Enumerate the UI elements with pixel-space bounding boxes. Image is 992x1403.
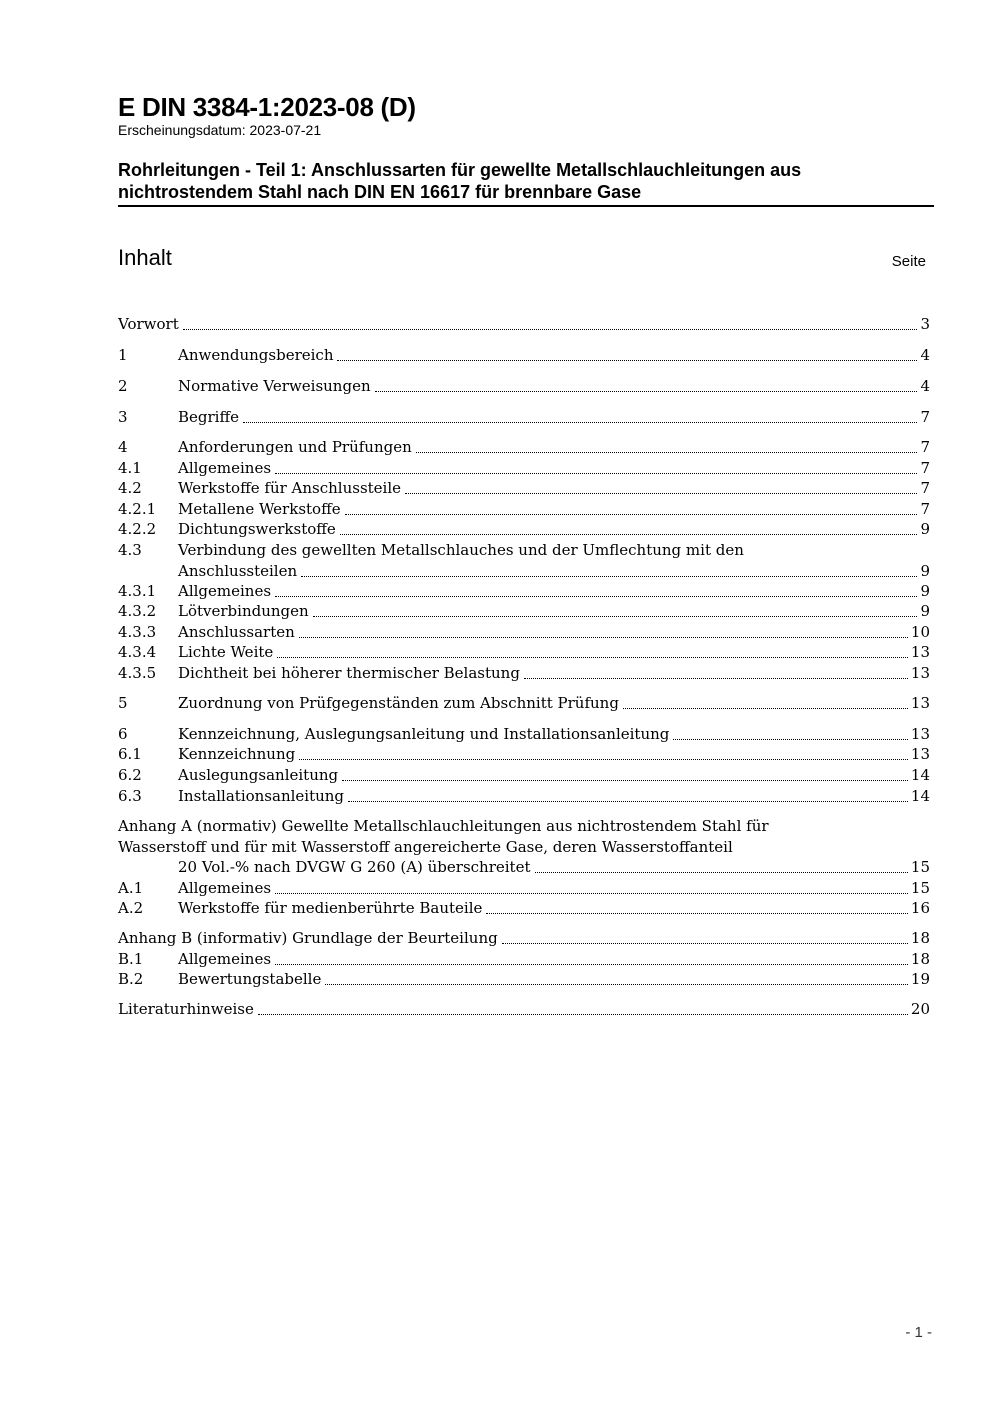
- toc-entry-page: 20: [910, 1000, 930, 1018]
- toc-leader-dots: [342, 780, 908, 781]
- toc-entry-page: 9: [920, 520, 930, 538]
- toc-entry[interactable]: [118, 519, 930, 539]
- toc-entry-page: 9: [920, 562, 930, 580]
- toc-entry-text: Lötverbindungen: [178, 602, 309, 620]
- toc-entry-page: 7: [920, 408, 930, 426]
- toc-entry-text: Anforderungen und Prüfungen: [178, 438, 412, 456]
- toc-entry-page: 4: [920, 377, 930, 395]
- toc-entry-number: 4.3.5: [118, 664, 157, 682]
- toc-leader-dots: [502, 943, 908, 944]
- toc-entry[interactable]: [118, 601, 930, 621]
- toc-entry-page: 13: [910, 664, 930, 682]
- toc-entry[interactable]: [118, 642, 930, 662]
- toc-entry-text: Normative Verweisungen: [178, 377, 371, 395]
- toc-leader-dots: [337, 360, 917, 361]
- page-number: - 1 -: [905, 1324, 932, 1341]
- toc-entry-page: 7: [920, 500, 930, 518]
- toc-entry[interactable]: [118, 999, 930, 1019]
- toc-entry-text: Vorwort: [118, 315, 179, 333]
- toc-entry-number: 1: [118, 346, 128, 364]
- toc-entry-text: Literaturhinweise: [118, 1000, 254, 1018]
- toc-entry-text: Installationsanleitung: [178, 787, 345, 805]
- toc-entry[interactable]: [118, 816, 930, 836]
- toc-entry-text: Allgemeines: [178, 459, 272, 477]
- toc-entry-text: Allgemeines: [178, 582, 272, 600]
- toc-entry[interactable]: [118, 786, 930, 806]
- toc-entry-text: Anschlussteilen: [178, 562, 298, 580]
- toc-leader-dots: [486, 913, 908, 914]
- toc-leader-dots: [623, 708, 908, 709]
- toc-entry[interactable]: [118, 540, 930, 560]
- toc-entry-text: Anschlussarten: [178, 623, 295, 641]
- toc-entry[interactable]: [118, 314, 930, 334]
- toc-entry-text: Werkstoffe für medienberührte Bauteile: [178, 899, 483, 917]
- toc-entry[interactable]: [118, 744, 930, 764]
- toc-leader-dots: [325, 984, 908, 985]
- toc-entry-text: Anwendungsbereich: [178, 346, 334, 364]
- page-column-label: Seite: [891, 253, 926, 270]
- toc-entry-page: 15: [910, 858, 930, 876]
- toc-leader-dots: [405, 493, 917, 494]
- toc-leader-dots: [275, 893, 908, 894]
- toc-entry-page: 18: [910, 950, 930, 968]
- toc-entry[interactable]: [118, 765, 930, 785]
- toc-entry-number: B.1: [118, 950, 144, 968]
- toc-entry-number: 6.1: [118, 745, 142, 763]
- contents-heading: Inhalt: [118, 245, 172, 270]
- toc-leader-dots: [348, 801, 908, 802]
- toc-entry[interactable]: [118, 437, 930, 457]
- toc-entry[interactable]: [118, 622, 930, 642]
- toc-entry-text: Dichtheit bei höherer thermischer Belastung: [178, 664, 520, 682]
- toc-entry[interactable]: [118, 949, 930, 969]
- toc-entry-text: Kennzeichnung: [178, 745, 296, 763]
- toc-entry-number: 4.2: [118, 479, 142, 497]
- toc-entry[interactable]: [118, 345, 930, 365]
- toc-leader-dots: [299, 637, 908, 638]
- toc-entry[interactable]: [118, 663, 930, 683]
- toc-entry-text: Allgemeines: [178, 950, 272, 968]
- toc-entry-text: Werkstoffe für Anschlussteile: [178, 479, 402, 497]
- toc-entry-number: 4.2.2: [118, 520, 157, 538]
- toc-leader-dots: [258, 1014, 908, 1015]
- toc-entry-text: Wasserstoff und für mit Wasserstoff angereicherte Gase, deren Wasserstoffanteil: [118, 838, 733, 856]
- toc-leader-dots: [275, 964, 908, 965]
- toc-entry-text: Dichtungswerkstoffe: [178, 520, 336, 538]
- toc-leader-dots: [535, 872, 908, 873]
- toc-entry-page: 3: [920, 315, 930, 333]
- toc-leader-dots: [416, 452, 917, 453]
- toc-entry[interactable]: [118, 724, 930, 744]
- toc-entry-page: 13: [910, 694, 930, 712]
- toc-entry[interactable]: [118, 928, 930, 948]
- toc-entry-number: A.2: [118, 899, 144, 917]
- toc-entry-number: 4.3: [118, 541, 142, 559]
- toc-entry-text: Kennzeichnung, Auslegungsanleitung und Installationsanleitung: [178, 725, 670, 743]
- document-title: Rohrleitungen - Teil 1: Anschlussarten für gewellte Metallschlauchleitungen aus nichtrostendem Stahl nach DIN EN 16617 für brennbare Gase: [118, 160, 802, 202]
- publication-date: Erscheinungsdatum: 2023-07-21: [118, 122, 322, 138]
- toc-entry-page: 16: [910, 899, 930, 917]
- toc-entry-number: 4.3.3: [118, 623, 157, 641]
- toc-entry-page: 9: [920, 582, 930, 600]
- toc-entry[interactable]: [118, 837, 930, 857]
- toc-entry-number: 4.3.2: [118, 602, 157, 620]
- toc-entry-text: Allgemeines: [178, 879, 272, 897]
- toc-entry-page: 14: [910, 766, 930, 784]
- toc-entry-text: Anhang A (normativ) Gewellte Metallschlauchleitungen aus nichtrostendem Stahl für: [118, 817, 769, 835]
- document-id: E DIN 3384-1:2023-08 (D): [118, 92, 416, 122]
- toc-entry-number: 6.3: [118, 787, 142, 805]
- toc-entry-number: 4.2.1: [118, 500, 157, 518]
- toc-entry-page: 9: [920, 602, 930, 620]
- toc-entry-number: 4: [118, 438, 128, 456]
- toc-entry-number: 4.3.1: [118, 582, 157, 600]
- toc-leader-dots: [183, 329, 917, 330]
- toc-entry-page: 7: [920, 479, 930, 497]
- toc-entry-text: 20 Vol.-% nach DVGW G 260 (A) überschreitet: [178, 858, 531, 876]
- toc-leader-dots: [243, 422, 917, 423]
- toc-leader-dots: [345, 514, 917, 515]
- toc-entry[interactable]: [118, 376, 930, 396]
- toc-entry[interactable]: [118, 857, 930, 877]
- toc-entry[interactable]: [118, 898, 930, 918]
- toc-leader-dots: [375, 391, 917, 392]
- toc-entry-page: 4: [920, 346, 930, 364]
- toc-entry-text: Lichte Weite: [178, 643, 274, 661]
- toc-entry-page: 18: [910, 929, 930, 947]
- toc-entry-number: 2: [118, 377, 128, 395]
- toc-entry-number: B.2: [118, 970, 144, 988]
- toc-leader-dots: [301, 576, 917, 577]
- toc-entry-number: 4.3.4: [118, 643, 157, 661]
- toc-entry-page: 13: [910, 745, 930, 763]
- toc-entry[interactable]: [118, 581, 930, 601]
- toc-entry[interactable]: [118, 561, 930, 581]
- toc-leader-dots: [673, 739, 908, 740]
- toc-entry-text: Anhang B (informativ) Grundlage der Beurteilung: [118, 929, 498, 947]
- toc-entry-text: Metallene Werkstoffe: [178, 500, 341, 518]
- toc-entry-text: Auslegungsanleitung: [178, 766, 339, 784]
- toc-entry[interactable]: [118, 458, 930, 478]
- toc-entry-page: 13: [910, 725, 930, 743]
- toc-entry[interactable]: [118, 693, 930, 713]
- toc-entry-text: Verbindung des gewellten Metallschlauches und der Umflechtung mit den: [178, 541, 744, 559]
- toc-leader-dots: [299, 759, 908, 760]
- toc-leader-dots: [275, 473, 917, 474]
- toc-entry[interactable]: [118, 969, 930, 989]
- toc-entry-page: 7: [920, 459, 930, 477]
- toc-leader-dots: [277, 657, 908, 658]
- toc-entry-page: 13: [910, 643, 930, 661]
- toc-entry[interactable]: [118, 499, 930, 519]
- toc-entry-number: 6.2: [118, 766, 142, 784]
- toc-entry-text: Zuordnung von Prüfgegenständen zum Abschnitt Prüfung: [178, 694, 619, 712]
- toc-entry-number: 5: [118, 694, 128, 712]
- toc-entry-number: A.1: [118, 879, 144, 897]
- toc-entry[interactable]: [118, 478, 930, 498]
- toc-entry-page: 10: [910, 623, 930, 641]
- toc-entry-page: 14: [910, 787, 930, 805]
- toc-entry-number: 4.1: [118, 459, 142, 477]
- toc-entry-page: 7: [920, 438, 930, 456]
- toc-leader-dots: [524, 678, 908, 679]
- toc-entry[interactable]: [118, 878, 930, 898]
- toc-leader-dots: [313, 616, 917, 617]
- toc-entry-text: Begriffe: [178, 408, 240, 426]
- toc-entry-page: 19: [910, 970, 930, 988]
- toc-entry-number: 3: [118, 408, 128, 426]
- toc-entry-page: 15: [910, 879, 930, 897]
- toc-leader-dots: [275, 596, 917, 597]
- toc-entry-number: 6: [118, 725, 128, 743]
- toc-leader-dots: [340, 534, 917, 535]
- toc-entry-text: Bewertungstabelle: [178, 970, 322, 988]
- title-divider: [118, 205, 934, 207]
- toc-entry[interactable]: [118, 407, 930, 427]
